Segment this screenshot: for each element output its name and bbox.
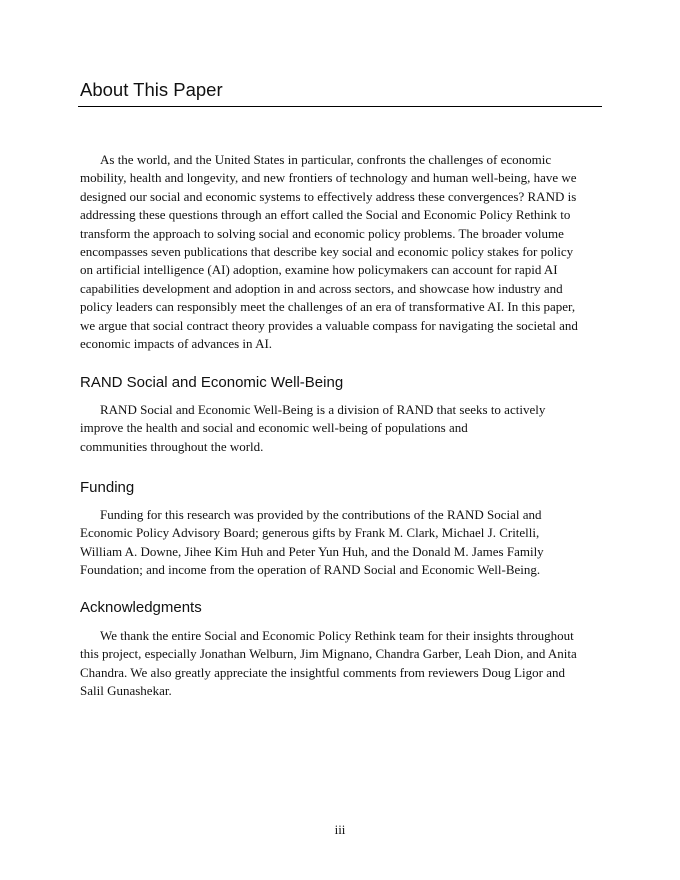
acknowledgments-paragraph [80,627,594,701]
intro-line: transform the approach to solving social and economic policy problems. The broader volume [80,225,564,241]
title-divider [78,106,602,107]
intro-line: mobility, health and longevity, and new frontiers of technology and human well-being, have we [80,170,577,186]
intro-line: designed our social and economic systems to effectively address these convergences? RAND is [80,188,577,204]
paragraph-line: Foundation; and income from the operation of RAND Social and Economic Well-Being. [80,562,541,578]
paragraph-line: communities throughout the world. [80,438,264,454]
page-title: About This Paper [80,79,223,100]
intro-line: encompasses seven publications that describe key social and economic policy stakes for policy [80,244,574,260]
paragraph-line: RAND Social and Economic Well-Being is a division of RAND that seeks to actively [100,402,546,417]
paragraph-line: improve the health and social and economic well-being of populations and [80,420,468,436]
paragraph-line: We thank the entire Social and Economic Policy Rethink team for their insights throughout [100,628,574,643]
section-heading-rand-wellbeing: RAND Social and Economic Well-Being [80,374,344,391]
rand-wellbeing-paragraph [80,401,594,456]
section-heading-acknowledgments: Acknowledgments [80,599,202,616]
intro-line: on artificial intelligence (AI) adoption, examine how policymakers can account for rapid AI [80,262,558,278]
section-heading-funding: Funding [80,479,135,496]
page-number: iii [334,822,346,837]
paragraph-line: Economic Policy Advisory Board; generous gifts by Frank M. Clark, Michael J. Critelli, [80,525,540,541]
paragraph-line: Salil Gunashekar. [80,683,172,699]
paragraph-line: William A. Downe, Jihee Kim Huh and Peter Yun Huh, and the Donald M. James Family [80,543,544,559]
intro-line: economic impacts of advances in AI. [80,336,273,352]
paragraph-line: Funding for this research was provided by the contributions of the RAND Social and [100,507,542,522]
paragraph-line: Chandra. We also greatly appreciate the insightful comments from reviewers Doug Ligor and [80,664,565,680]
intro-line: addressing these questions through an effort called the Social and Economic Policy Rethink to [80,207,571,223]
funding-paragraph [80,506,594,580]
intro-line: we argue that social contract theory provides a valuable compass for navigating the societal and [80,317,578,333]
intro-paragraph [80,151,594,353]
intro-line: As the world, and the United States in particular, confronts the challenges of economic [100,152,552,167]
intro-line: policy leaders can responsibly meet the challenges of an era of transformative AI. In this paper, [80,299,576,315]
paragraph-line: this project, especially Jonathan Welburn, Jim Mignano, Chandra Garber, Leah Dion, and Anita [80,646,577,662]
intro-line: capabilities development and adoption in and across sectors, and showcase how industry and [80,280,563,296]
